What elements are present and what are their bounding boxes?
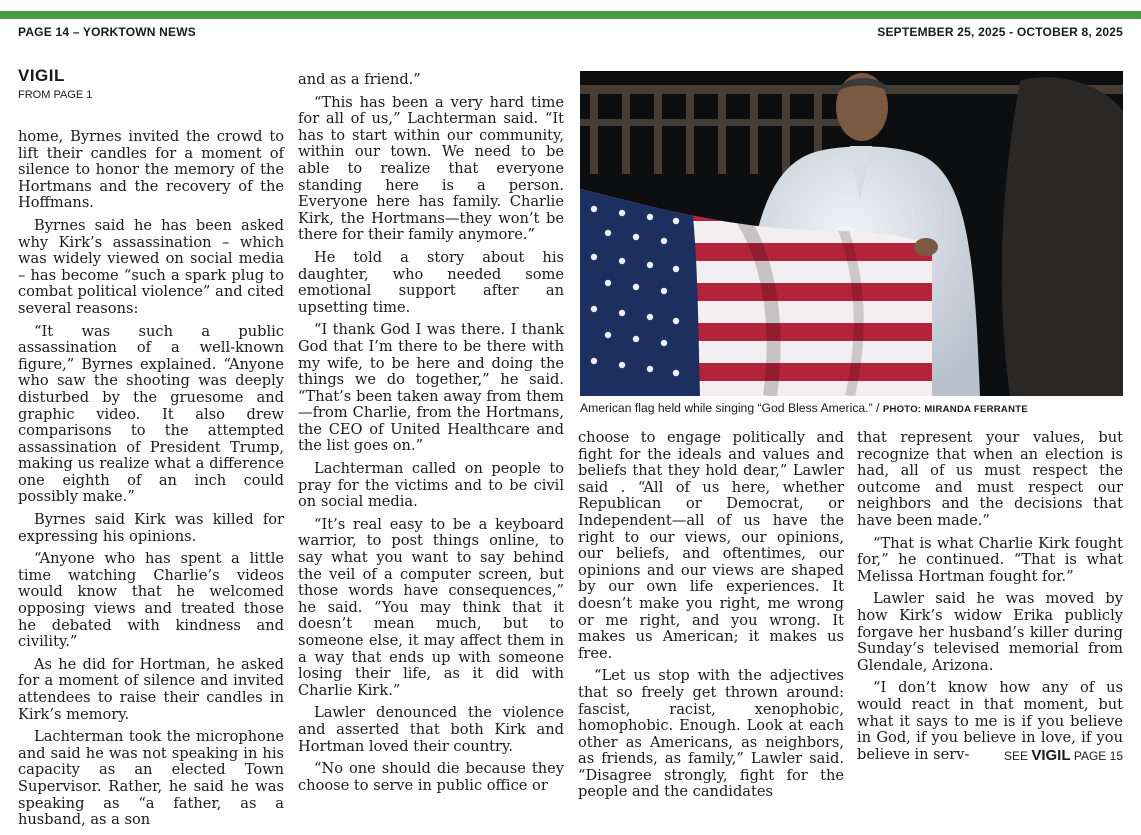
caption-separator: / [872,401,883,415]
article-column-4 [857,430,1123,769]
article-column-1 [18,129,284,835]
photo-credit: PHOTO: MIRANDA FERRANTE [882,404,1028,415]
jump-see: SEE [1003,749,1032,763]
paragraph: “It was such a public assassination of a well-known figure,” Byrnes explained. “Anyone who saw the shooting was deeply disturbed by the gruesome and graphic video. It also drew comparisons to the attempted assassination of President Trump, making us realize what a difference one eighth of an inch could possibly make.” [18,322,284,506]
paragraph: “Let us stop with the adjectives that so freely get thrown around: fascist, racist, xenophobic, homophobic. Enough. Look at each other as Americans, as neighbors, as friends, as family,” Lawler said. “Disagree strongly, fight for the people and the candidates [578,667,844,801]
article-photo [580,71,1123,396]
paragraph: Lawler denounced the violence and asserted that both Kirk and Hortman loved their country. [298,704,564,755]
paragraph: choose to engage politically and fight for the ideals and values and beliefs that they hold dear,” Lawler said . “All of us here, whether Republican or Democrat, or Independent—all of us have the right to our views, our opinions, our beliefs, and oftentimes, our opinions and our views are shaped by our own life experiences. It doesn’t make you right, me wrong or me right, and you wrong. It makes us American; it makes us free. [578,429,844,662]
paragraph: “I thank God I was there. I thank God that I’m there to be there with my wife, to be here and doing the things we do together,” he said. “That’s been taken away from them—from Charlie, from the Hortmans, the CEO of United Healthcare and the list goes on.” [298,321,564,455]
jump-kicker: VIGIL [1031,747,1071,764]
paragraph: that represent your values, but recognize that when an election is had, all of us must respect the outcome and must respect our neighbors and the decisions that have been made.” [857,429,1123,529]
jump-page: PAGE 15 [1070,749,1123,763]
paragraph: home, Byrnes invited the crowd to lift their candles for a moment of silence to honor the memory of the Hortmans and the recovery of the Hoffmans. [18,128,284,212]
paragraph: He told a story about his daughter, who needed some emotional support after an upsetting time. [298,248,564,316]
photo-caption [580,401,1123,415]
paragraph: Byrnes said Kirk was killed for expressing his opinions. [18,511,284,545]
paragraph: “That is what Charlie Kirk fought for,” he continued. “That is what Melissa Hortman fought for.” [857,534,1123,585]
paragraph: Lachterman called on people to pray for the victims and to be civil on social media. [298,460,564,511]
paragraph: “This has been a very hard time for all of us,” Lachterman said. “It has to start within our community, within our town. We need to be able to realize that everyone standing here is a person. Everyone here has family. Charlie Kirk, the Hortmans—they won’t be there for their family anymore.” [298,93,564,244]
paragraph: “I don’t know how any of us would react in that moment, but what it says to me is if you believe in God, if you believe in love, if you believe in serv- [857,679,1123,763]
paragraph: Lachterman took the microphone and said he was not speaking in his capacity as an elected Town Supervisor. Rather, he said he was speaking as “a father, as a husband, as a son [18,728,284,829]
paragraph: “Anyone who has spent a little time watching Charlie’s videos would know that he welcomed opposing views and treated those he debated with kindness and civility.” [18,550,284,651]
jump-from-label: FROM PAGE 1 [18,89,93,101]
page-folio: PAGE 14 – YORKTOWN NEWS [18,25,196,39]
paragraph: and as a friend.” [298,71,421,88]
article-column-3 [578,430,844,807]
paragraph: “It’s real easy to be a keyboard warrior, to post things online, to say what you want to say behind the veil of a computer screen, but those words have consequences,” he said. “You may think that it doesn’t mean much, but to someone else, it may affect them in a way that ends up with someone losing their life, as it did with Charlie Kirk.” [298,515,564,699]
issue-date: SEPTEMBER 25, 2025 - OCTOBER 8, 2025 [877,25,1123,39]
article-kicker: VIGIL [18,66,65,85]
jump-to-line [1004,747,1123,764]
masthead-accent-bar [0,11,1141,19]
article-column-2 [298,72,564,800]
caption-text: American flag held while singing “God Bless America.” [580,401,873,415]
paragraph: Byrnes said he has been asked why Kirk’s assassination – which was widely viewed on social media – has become “such a spark plug to combat political violence” and cited several reasons: [18,216,284,317]
paragraph: Lawler said he was moved by how Kirk’s widow Erika publicly forgave her husband’s killer during Sunday’s televised memorial from Glendale, Arizona. [857,590,1123,674]
paragraph: As he did for Hortman, he asked for a moment of silence and invited attendees to raise their candles in Kirk’s memory. [18,655,284,723]
paragraph: “No one should die because they choose to serve in public office or [298,760,564,794]
